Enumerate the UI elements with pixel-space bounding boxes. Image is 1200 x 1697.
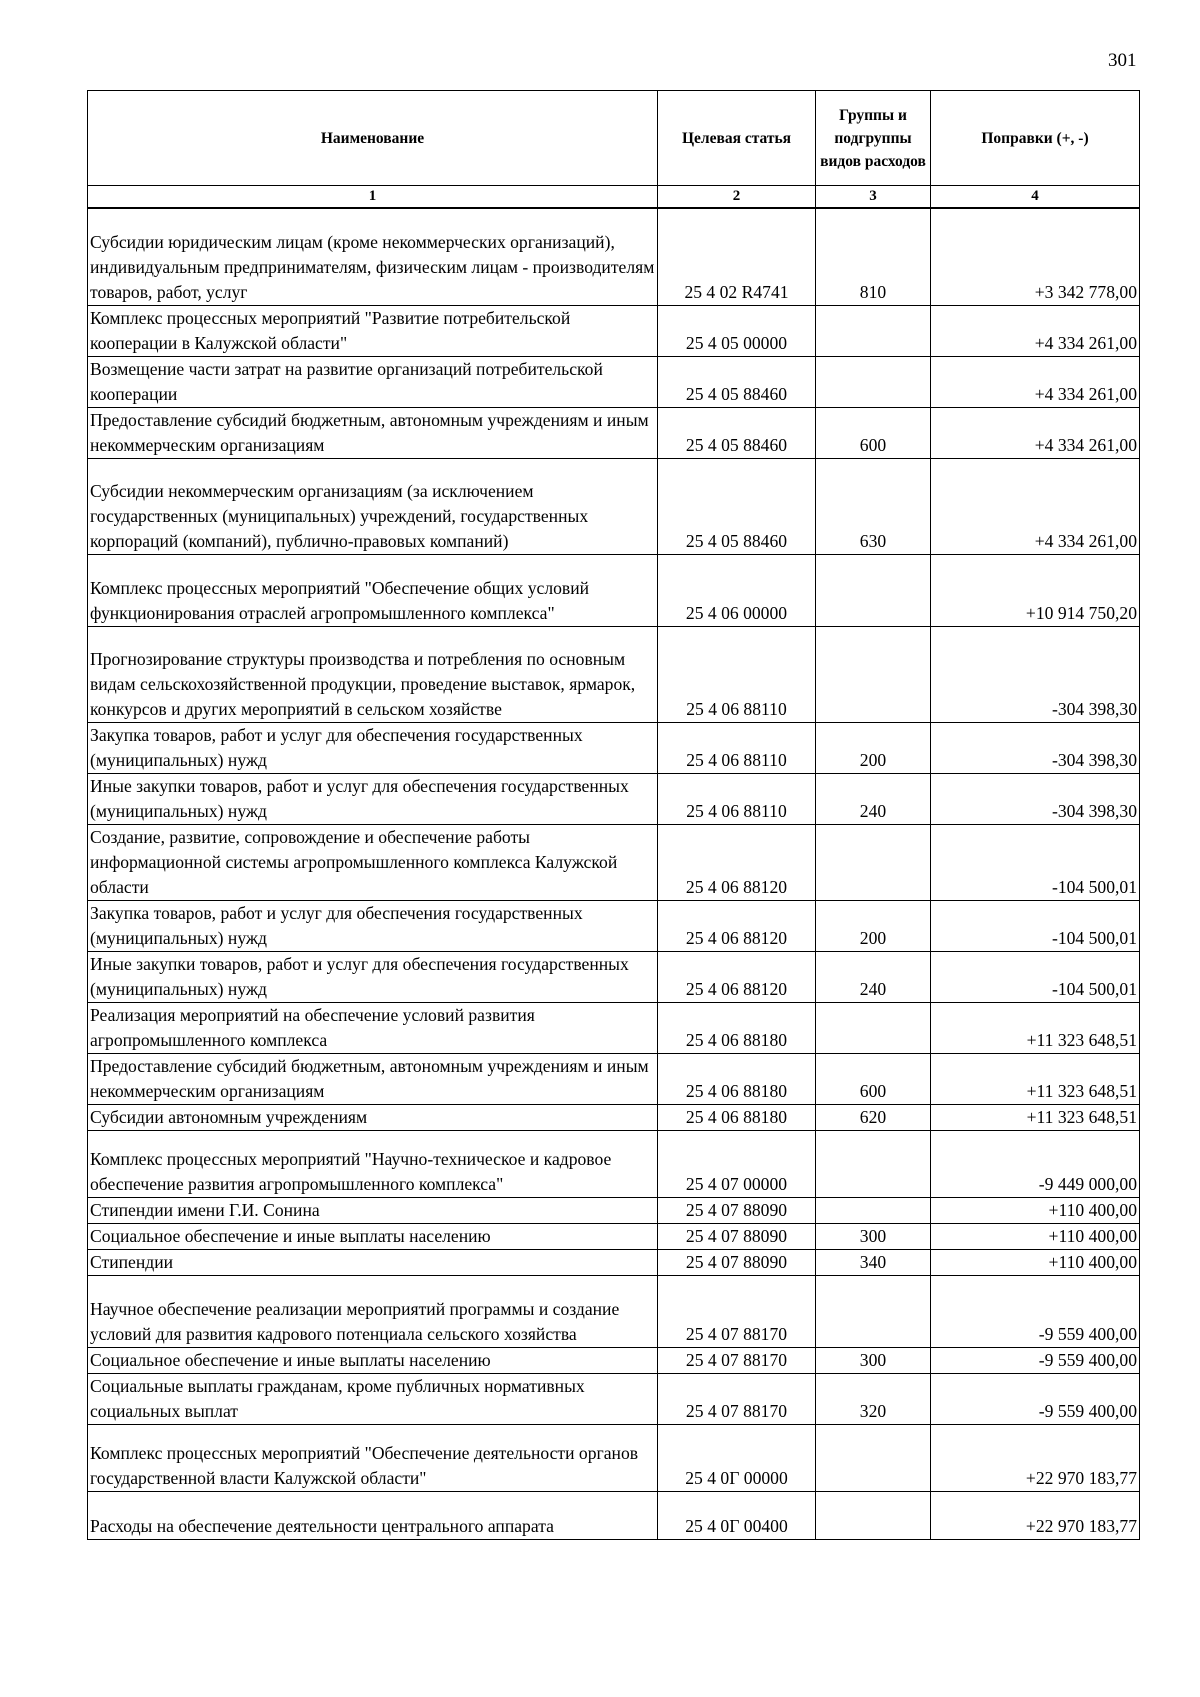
row-amount: +11 323 648,51 — [931, 1002, 1140, 1053]
row-group — [816, 1275, 931, 1347]
row-group — [816, 1491, 931, 1539]
table-row — [88, 554, 1140, 626]
row-amount: -9 559 400,00 — [931, 1347, 1140, 1373]
table-row — [88, 900, 1140, 951]
column-number-row — [88, 186, 1140, 209]
row-amount: +4 334 261,00 — [931, 305, 1140, 356]
header-code: Целевая статья — [658, 91, 816, 186]
row-code: 25 4 06 88180 — [658, 1053, 816, 1104]
table-row — [88, 1002, 1140, 1053]
budget-table — [87, 90, 1140, 1540]
table-row — [88, 1104, 1140, 1130]
row-amount: +22 970 183,77 — [931, 1491, 1140, 1539]
row-group — [816, 1130, 931, 1197]
column-number: 1 — [88, 186, 658, 209]
row-code: 25 4 05 88460 — [658, 407, 816, 458]
row-code: 25 4 07 88090 — [658, 1223, 816, 1249]
table-row — [88, 824, 1140, 900]
row-name: Субсидии автономным учреждениям — [88, 1104, 658, 1130]
row-amount: +11 323 648,51 — [931, 1104, 1140, 1130]
row-amount: -304 398,30 — [931, 626, 1140, 722]
row-code: 25 4 07 88090 — [658, 1249, 816, 1275]
row-amount: -104 500,01 — [931, 824, 1140, 900]
row-group: 600 — [816, 407, 931, 458]
row-name: Субсидии некоммерческим организациям (за исключением государственных (муниципальных) учреждений, государственных корпораций (компаний), публично-правовых компаний) — [88, 458, 658, 554]
row-group: 340 — [816, 1249, 931, 1275]
table-row — [88, 208, 1140, 305]
row-amount: +4 334 261,00 — [931, 356, 1140, 407]
row-name: Социальное обеспечение и иные выплаты населению — [88, 1347, 658, 1373]
table-row — [88, 626, 1140, 722]
row-group: 620 — [816, 1104, 931, 1130]
row-name: Социальные выплаты гражданам, кроме публичных нормативных социальных выплат — [88, 1373, 658, 1424]
row-code: 25 4 07 88170 — [658, 1275, 816, 1347]
table-row — [88, 722, 1140, 773]
row-amount: -9 449 000,00 — [931, 1130, 1140, 1197]
row-code: 25 4 06 88180 — [658, 1002, 816, 1053]
row-group — [816, 554, 931, 626]
row-group — [816, 1002, 931, 1053]
row-group — [816, 824, 931, 900]
row-amount: +10 914 750,20 — [931, 554, 1140, 626]
row-code: 25 4 06 88120 — [658, 824, 816, 900]
table-row — [88, 1275, 1140, 1347]
row-name: Возмещение части затрат на развитие организаций потребительской кооперации — [88, 356, 658, 407]
row-amount: -9 559 400,00 — [931, 1275, 1140, 1347]
row-group — [816, 626, 931, 722]
row-name: Создание, развитие, сопровождение и обеспечение работы информационной системы агропромышленного комплекса Калужской области — [88, 824, 658, 900]
table-row — [88, 951, 1140, 1002]
table-row — [88, 1130, 1140, 1197]
table-row — [88, 1197, 1140, 1223]
row-name: Расходы на обеспечение деятельности центрального аппарата — [88, 1491, 658, 1539]
row-code: 25 4 06 88110 — [658, 626, 816, 722]
row-group: 300 — [816, 1347, 931, 1373]
row-group: 600 — [816, 1053, 931, 1104]
table-row — [88, 407, 1140, 458]
row-amount: +4 334 261,00 — [931, 458, 1140, 554]
row-amount: +110 400,00 — [931, 1249, 1140, 1275]
row-name: Стипендии имени Г.И. Сонина — [88, 1197, 658, 1223]
row-group — [816, 305, 931, 356]
header-group: Группы и подгруппы видов расходов — [816, 91, 931, 186]
row-amount: +4 334 261,00 — [931, 407, 1140, 458]
column-number: 4 — [931, 186, 1140, 209]
table-row — [88, 1053, 1140, 1104]
row-name: Комплекс процессных мероприятий "Обеспечение деятельности органов государственной власти Калужской области" — [88, 1424, 658, 1491]
row-code: 25 4 07 88170 — [658, 1373, 816, 1424]
table-body — [88, 208, 1140, 1539]
row-code: 25 4 06 88110 — [658, 722, 816, 773]
row-amount: +11 323 648,51 — [931, 1053, 1140, 1104]
table-row — [88, 458, 1140, 554]
row-name: Комплекс процессных мероприятий "Обеспечение общих условий функционирования отраслей агропромышленного комплекса" — [88, 554, 658, 626]
row-name: Иные закупки товаров, работ и услуг для обеспечения государственных (муниципальных) нужд — [88, 951, 658, 1002]
page-number: 301 — [1108, 50, 1137, 71]
row-code: 25 4 02 R4741 — [658, 208, 816, 305]
row-name: Субсидии юридическим лицам (кроме некоммерческих организаций), индивидуальным предпринимателям, физическим лицам - производителям товаров, работ, услуг — [88, 208, 658, 305]
row-code: 25 4 06 00000 — [658, 554, 816, 626]
column-number: 2 — [658, 186, 816, 209]
row-code: 25 4 05 00000 — [658, 305, 816, 356]
row-group: 200 — [816, 900, 931, 951]
table-row — [88, 1373, 1140, 1424]
row-group: 200 — [816, 722, 931, 773]
row-code: 25 4 06 88180 — [658, 1104, 816, 1130]
column-number: 3 — [816, 186, 931, 209]
row-group: 240 — [816, 773, 931, 824]
row-amount: +3 342 778,00 — [931, 208, 1140, 305]
row-code: 25 4 07 88170 — [658, 1347, 816, 1373]
row-amount: -9 559 400,00 — [931, 1373, 1140, 1424]
row-amount: -104 500,01 — [931, 900, 1140, 951]
row-code: 25 4 06 88120 — [658, 900, 816, 951]
row-name: Закупка товаров, работ и услуг для обеспечения государственных (муниципальных) нужд — [88, 900, 658, 951]
row-name: Научное обеспечение реализации мероприятий программы и создание условий для развития кадрового потенциала сельского хозяйства — [88, 1275, 658, 1347]
table-row — [88, 1347, 1140, 1373]
header-row — [88, 91, 1140, 186]
row-code: 25 4 0Г 00400 — [658, 1491, 816, 1539]
header-name: Наименование — [88, 91, 658, 186]
table-row — [88, 1424, 1140, 1491]
row-amount: +110 400,00 — [931, 1223, 1140, 1249]
row-code: 25 4 0Г 00000 — [658, 1424, 816, 1491]
row-name: Социальное обеспечение и иные выплаты населению — [88, 1223, 658, 1249]
row-group: 240 — [816, 951, 931, 1002]
row-group — [816, 1197, 931, 1223]
row-name: Иные закупки товаров, работ и услуг для обеспечения государственных (муниципальных) нужд — [88, 773, 658, 824]
row-amount: -304 398,30 — [931, 773, 1140, 824]
row-name: Комплекс процессных мероприятий "Научно-техническое и кадровое обеспечение развития агропромышленного комплекса" — [88, 1130, 658, 1197]
row-code: 25 4 05 88460 — [658, 458, 816, 554]
row-amount: +110 400,00 — [931, 1197, 1140, 1223]
header-amount: Поправки (+, -) — [931, 91, 1140, 186]
row-amount: -304 398,30 — [931, 722, 1140, 773]
table-row — [88, 356, 1140, 407]
row-code: 25 4 05 88460 — [658, 356, 816, 407]
row-group: 320 — [816, 1373, 931, 1424]
row-name: Закупка товаров, работ и услуг для обеспечения государственных (муниципальных) нужд — [88, 722, 658, 773]
row-group — [816, 356, 931, 407]
row-name: Стипендии — [88, 1249, 658, 1275]
row-code: 25 4 06 88120 — [658, 951, 816, 1002]
row-name: Комплекс процессных мероприятий "Развитие потребительской кооперации в Калужской области" — [88, 305, 658, 356]
table-row — [88, 1491, 1140, 1539]
row-group: 630 — [816, 458, 931, 554]
row-amount: -104 500,01 — [931, 951, 1140, 1002]
table-row — [88, 1249, 1140, 1275]
row-group: 300 — [816, 1223, 931, 1249]
table-row — [88, 305, 1140, 356]
table-row — [88, 773, 1140, 824]
row-code: 25 4 07 00000 — [658, 1130, 816, 1197]
row-amount: +22 970 183,77 — [931, 1424, 1140, 1491]
row-group: 810 — [816, 208, 931, 305]
row-code: 25 4 07 88090 — [658, 1197, 816, 1223]
row-name: Предоставление субсидий бюджетным, автономным учреждениям и иным некоммерческим организациям — [88, 1053, 658, 1104]
row-name: Реализация мероприятий на обеспечение условий развития агропромышленного комплекса — [88, 1002, 658, 1053]
row-name: Предоставление субсидий бюджетным, автономным учреждениям и иным некоммерческим организациям — [88, 407, 658, 458]
table-row — [88, 1223, 1140, 1249]
row-code: 25 4 06 88110 — [658, 773, 816, 824]
row-name: Прогнозирование структуры производства и потребления по основным видам сельскохозяйственной продукции, проведение выставок, ярмарок, конкурсов и других мероприятий в сельском хозяйстве — [88, 626, 658, 722]
row-group — [816, 1424, 931, 1491]
